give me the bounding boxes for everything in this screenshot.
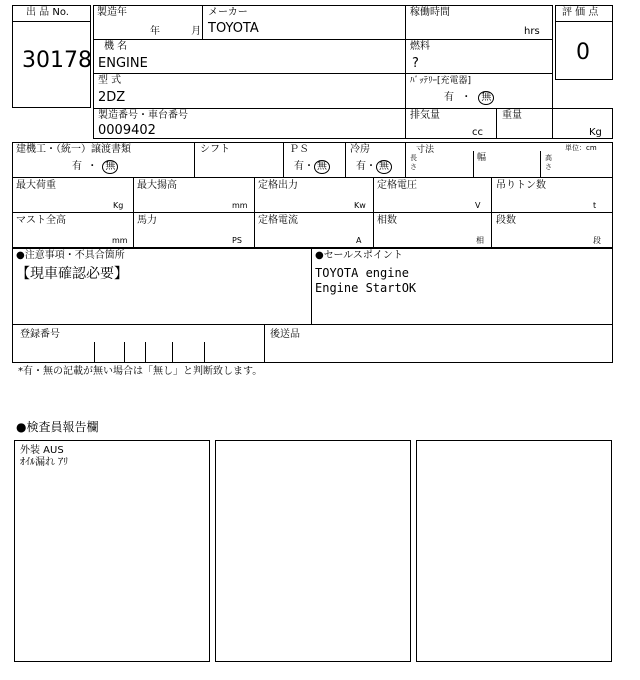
ps-no-circled: 無 bbox=[314, 160, 330, 174]
row-line bbox=[93, 39, 553, 40]
max-lift-unit: mm bbox=[232, 201, 248, 210]
battery-dot: ・ bbox=[461, 92, 472, 103]
steps-label: 段数 bbox=[496, 215, 516, 226]
col-line bbox=[194, 142, 195, 177]
col-line bbox=[540, 151, 541, 177]
ps-yes: 有 bbox=[294, 161, 304, 172]
reg-box-line bbox=[172, 342, 173, 363]
ps-dot: ・ bbox=[304, 161, 314, 172]
row-line bbox=[93, 73, 553, 74]
shipping-label: 後送品 bbox=[270, 329, 300, 340]
battery-yes: 有 bbox=[444, 92, 454, 103]
battery-no-circled: 無 bbox=[478, 91, 494, 105]
col-line bbox=[133, 177, 134, 248]
hoist-ton-label: 吊りトン数 bbox=[496, 180, 546, 191]
cooler-choice bbox=[356, 160, 392, 174]
rated-current-unit: A bbox=[356, 236, 362, 245]
phase-label: 相数 bbox=[377, 215, 397, 226]
rated-output-unit: Kw bbox=[354, 201, 366, 210]
reg-box-line bbox=[145, 342, 146, 363]
row-line bbox=[93, 108, 553, 109]
weight-label: 重量 bbox=[502, 110, 522, 121]
score-label: 評 価 点 bbox=[562, 7, 599, 18]
row-line bbox=[12, 212, 613, 213]
hours-unit: hrs bbox=[524, 26, 540, 37]
steps-unit: 段 bbox=[593, 236, 601, 245]
lot-number: 30178 bbox=[22, 48, 92, 73]
model-type-value: 2DZ bbox=[98, 90, 126, 105]
inspector-box-1 bbox=[14, 440, 210, 662]
rated-current-label: 定格電流 bbox=[258, 215, 298, 226]
horsepower-unit: PS bbox=[232, 236, 242, 245]
rated-output-label: 定格出力 bbox=[258, 180, 298, 191]
battery-label: ﾊﾞｯﾃﾘｰ[充電器] bbox=[410, 76, 472, 86]
serial-value: 0009402 bbox=[98, 123, 156, 138]
max-lift-label: 最大揚高 bbox=[137, 180, 177, 191]
sales-label: ●セールスポイント bbox=[315, 250, 403, 261]
model-name-label: 機 名 bbox=[104, 41, 128, 52]
ps-label: ＰＳ bbox=[289, 144, 309, 155]
notes-label: ●注意事項・不具合箇所 bbox=[16, 250, 125, 261]
cooler-no-circled: 無 bbox=[376, 160, 392, 174]
cooler-dot: ・ bbox=[366, 161, 376, 172]
battery-choice bbox=[444, 91, 494, 105]
footnote: *有・無の記載が無い場合は「無し」と判断致します。 bbox=[18, 366, 263, 377]
horsepower-label: 馬力 bbox=[137, 215, 157, 226]
shift-label: シフト bbox=[200, 144, 230, 155]
dims-height: 高さ bbox=[545, 154, 552, 171]
rated-voltage-unit: V bbox=[475, 201, 481, 210]
lot-label: 出 品 No. bbox=[26, 7, 69, 18]
serial-label: 製造番号・車台番号 bbox=[98, 110, 188, 121]
max-load-label: 最大荷重 bbox=[16, 180, 56, 191]
dims-label: 寸法 bbox=[416, 145, 435, 155]
col-line bbox=[405, 142, 406, 177]
col-line bbox=[254, 177, 255, 248]
model-type-label: 型 式 bbox=[98, 75, 122, 86]
model-name-value: ENGINE bbox=[98, 56, 148, 71]
cooler-yes: 有 bbox=[356, 161, 366, 172]
displacement-unit: cc bbox=[472, 127, 483, 138]
transfer-dot: ・ bbox=[87, 161, 98, 172]
inspector-label: ●検査員報告欄 bbox=[16, 420, 99, 434]
row-line bbox=[12, 177, 613, 178]
spec-grid bbox=[12, 142, 613, 248]
dims-width: 幅 bbox=[477, 153, 487, 163]
col-line bbox=[345, 142, 346, 177]
maker-label: メーカー bbox=[208, 7, 248, 18]
mast-height-label: マスト全高 bbox=[16, 215, 66, 226]
dims-length: 長さ bbox=[410, 154, 417, 171]
displacement-label: 排気量 bbox=[410, 110, 440, 121]
rated-voltage-label: 定格電圧 bbox=[377, 180, 417, 191]
cooler-label: 冷房 bbox=[350, 144, 370, 155]
col-line bbox=[202, 5, 203, 39]
col-line bbox=[405, 5, 406, 139]
reg-box-line bbox=[94, 342, 95, 363]
hoist-ton-unit: t bbox=[593, 201, 597, 210]
inspector-line-2: ｵｲﾙ漏れ ｱﾘ bbox=[20, 457, 69, 468]
reg-box-line bbox=[124, 342, 125, 363]
max-load-unit: Kg bbox=[113, 201, 124, 210]
col-line bbox=[264, 324, 265, 363]
maker-value: TOYOTA bbox=[208, 21, 259, 36]
ps-choice bbox=[294, 160, 330, 174]
transfer-yes: 有 bbox=[72, 161, 82, 172]
fuel-label: 燃料 bbox=[410, 41, 430, 52]
transfer-choice bbox=[72, 160, 118, 174]
sales-line-1: TOYOTA engine bbox=[315, 266, 409, 280]
dims-unit: 単位：cm bbox=[565, 144, 597, 152]
registration-label: 登録番号 bbox=[20, 329, 60, 340]
lot-divider bbox=[12, 21, 91, 22]
weight-unit: Kg bbox=[589, 127, 602, 138]
score-divider bbox=[555, 21, 613, 22]
transfer-no-circled: 無 bbox=[102, 160, 118, 174]
row-line bbox=[12, 324, 613, 325]
inspector-box-3 bbox=[416, 440, 612, 662]
reg-box-line bbox=[204, 342, 205, 363]
col-line bbox=[491, 177, 492, 248]
inspector-line-1: 外装 AUS bbox=[20, 445, 64, 456]
notes-value: 【現車確認必要】 bbox=[16, 266, 128, 282]
phase-unit: 相 bbox=[476, 236, 484, 245]
score-value: 0 bbox=[576, 40, 590, 65]
mast-height-unit: mm bbox=[112, 236, 128, 245]
col-line bbox=[473, 151, 474, 177]
year-label: 製造年 bbox=[97, 7, 127, 18]
inspector-box-2 bbox=[215, 440, 411, 662]
hours-label: 稼働時間 bbox=[410, 7, 450, 18]
fuel-value: ? bbox=[412, 56, 419, 71]
year-unit: 年 月 bbox=[150, 26, 202, 37]
col-line bbox=[283, 142, 284, 177]
col-line bbox=[373, 177, 374, 248]
sales-line-2: Engine StartOK bbox=[315, 281, 417, 295]
col-line bbox=[311, 248, 312, 324]
transfer-label: 建機工・（統一）譲渡書類 bbox=[16, 144, 131, 155]
